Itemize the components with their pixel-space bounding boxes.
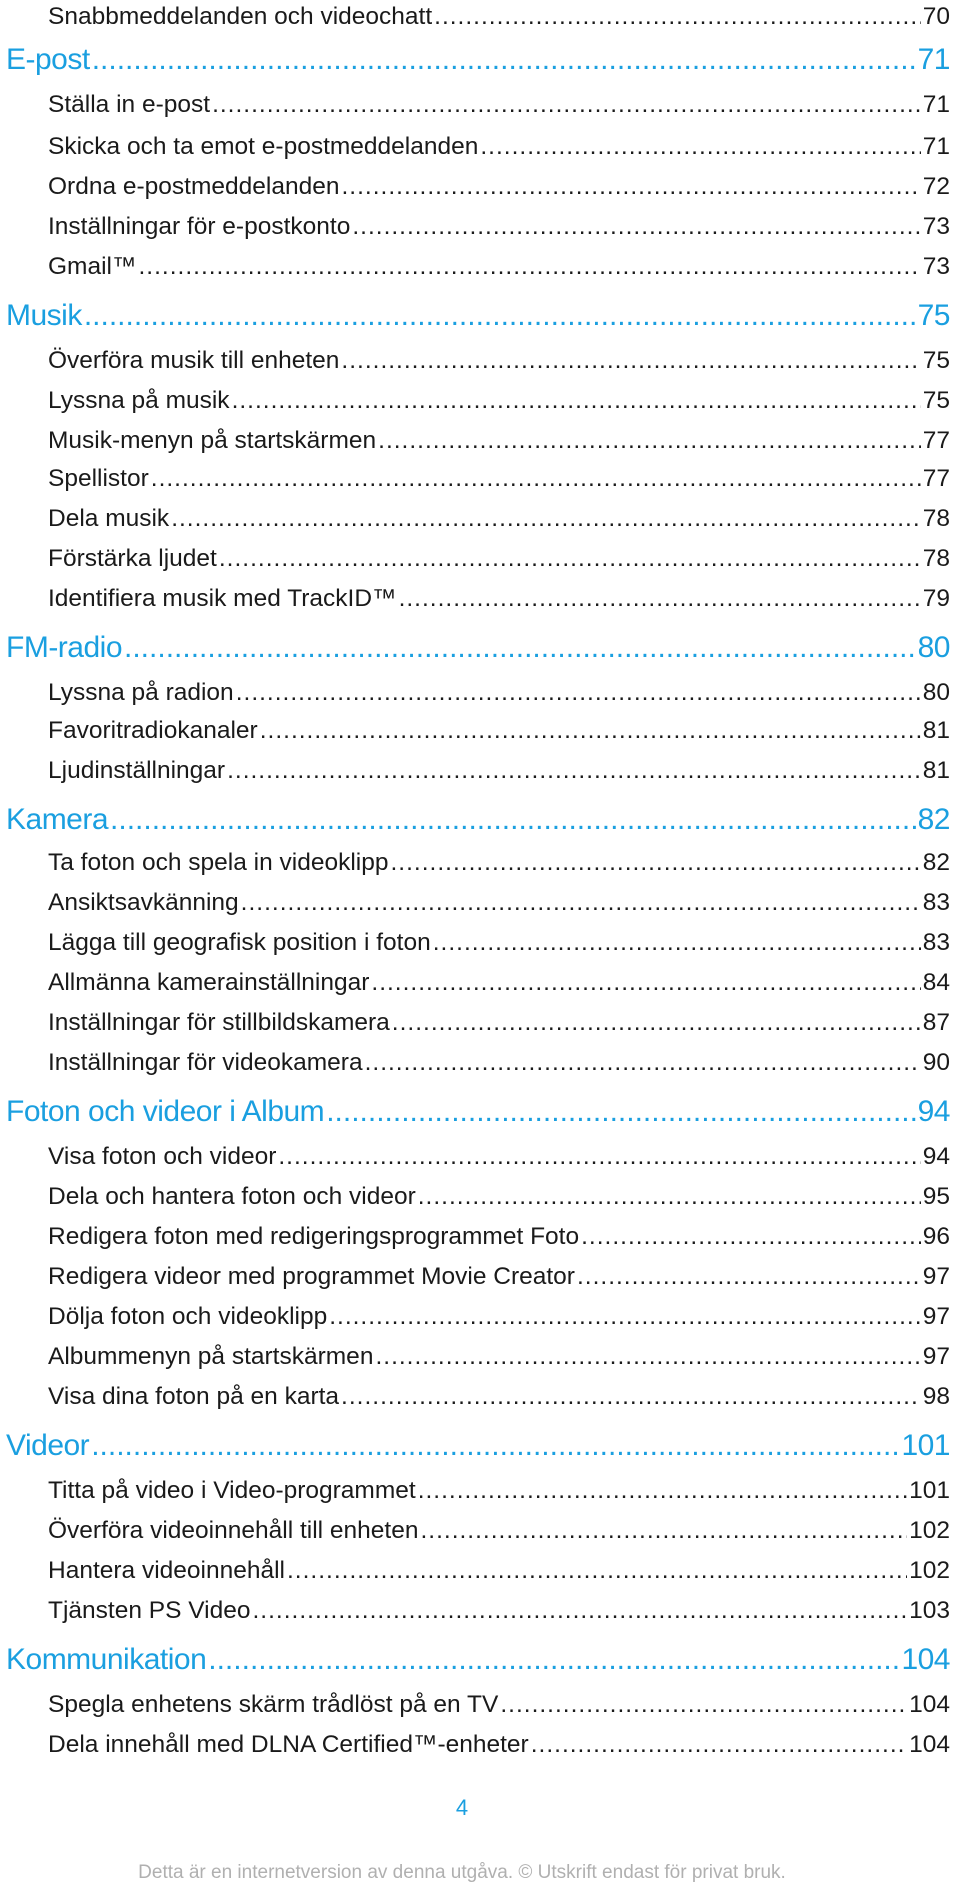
toc-page-number: 101 [901,1429,950,1462]
toc-title: Lyssna på radion [48,679,234,706]
dot-leader [278,1140,920,1174]
toc-entry-link[interactable] [48,88,950,122]
toc-title: Redigera foton med redigeringsprogrammet Foto [48,1223,580,1250]
dot-leader [219,542,921,576]
toc-title: Snabbmeddelanden och videochatt [48,3,433,30]
dot-leader [260,714,921,748]
toc-entry-link[interactable] [48,542,950,576]
toc-title: Titta på video i Video-programmet [48,1477,416,1504]
dot-leader [124,628,916,668]
toc-page-number: 73 [922,253,950,280]
toc-page-number: 103 [909,1597,950,1624]
toc-title: Inställningar för e-postkonto [48,213,351,240]
toc-page-number: 71 [922,91,950,118]
dot-leader [391,846,921,880]
toc-entry-link[interactable] [48,886,950,920]
dot-leader [581,1220,921,1254]
toc-title: Allmänna kamerainställningar [48,969,370,996]
toc-page-number: 97 [922,1303,950,1330]
toc-page-number: 83 [922,929,950,956]
toc-page-number: 79 [922,585,950,612]
toc-title: FM-radio [6,631,123,664]
toc-page-number: 81 [922,757,950,784]
toc-title: Lägga till geografisk position i foton [48,929,431,956]
toc-entry-link[interactable] [48,1728,950,1762]
toc-title: E-post [6,43,90,76]
dot-leader [420,1514,907,1548]
toc-title: Ta foton och spela in videoklipp [48,849,389,876]
toc-page-number: 73 [922,213,950,240]
dot-leader [433,926,921,960]
toc-entry-link[interactable] [48,1474,950,1508]
toc-page-number: 102 [909,1517,950,1544]
toc-chapter-link[interactable] [6,40,950,80]
toc-chapter-link[interactable] [6,628,950,668]
dot-leader [378,424,921,458]
dot-leader [110,800,916,840]
toc-entry-link[interactable] [48,1514,950,1548]
toc-title: Överföra videoinnehåll till enheten [48,1517,419,1544]
toc-entry-link[interactable] [48,1300,950,1334]
toc-page-number: 97 [922,1343,950,1370]
dot-leader [252,1594,907,1628]
dot-leader [341,170,920,204]
toc-chapter-link[interactable] [6,800,950,840]
dot-leader [287,1554,907,1588]
toc-page-number: 98 [922,1383,950,1410]
toc-entry-link[interactable] [48,1340,950,1374]
dot-leader [241,886,921,920]
toc-page-number: 97 [922,1263,950,1290]
toc-entry-link[interactable] [48,1260,950,1294]
toc-title: Ansiktsavkänning [48,889,239,916]
toc-title: Identifiera musik med TrackID™ [48,585,397,612]
toc-entry-link[interactable] [48,1006,950,1040]
toc-page-number: 71 [922,133,950,160]
toc-page-number: 94 [917,1095,950,1128]
toc-entry-link[interactable] [48,1688,950,1722]
dot-leader [171,502,921,536]
dot-leader [329,1300,921,1334]
toc-title: Ljudinställningar [48,757,226,784]
toc-entry-link[interactable] [48,926,950,960]
toc-entry-link[interactable] [48,1554,950,1588]
toc-title: Hantera videoinnehåll [48,1557,285,1584]
toc-page-number: 78 [922,545,950,572]
toc-page-number: 78 [922,505,950,532]
toc-entry-link[interactable] [48,676,950,710]
toc-title: Förstärka ljudet [48,545,217,572]
dot-leader [365,1046,921,1080]
dot-leader [418,1474,907,1508]
toc-chapter-link[interactable] [6,1640,950,1680]
toc-entry-link[interactable] [48,1140,950,1174]
toc-title: Lyssna på musik [48,387,230,414]
toc-entry-link[interactable] [48,502,950,536]
toc-title: Kommunikation [6,1643,207,1676]
dot-leader [500,1688,907,1722]
page-number: 4 [455,1795,469,1820]
toc-chapter-link[interactable] [6,1092,950,1132]
toc-page-number: 80 [917,631,950,664]
toc-page-number: 77 [922,427,950,454]
toc-title: Spellistor [48,465,149,492]
toc-chapter-link[interactable] [6,1426,950,1466]
toc-page-number: 101 [909,1477,950,1504]
toc-entry-link[interactable] [48,462,950,496]
toc-page-number: 75 [922,347,950,374]
dot-leader [434,0,921,34]
toc-page-number: 71 [917,43,950,76]
dot-leader [138,250,920,284]
toc-page-number: 80 [922,679,950,706]
toc-title: Ställa in e-post [48,91,211,118]
toc-chapter-link[interactable] [6,296,950,336]
toc-page-number: 75 [917,299,950,332]
toc-page-number: 104 [901,1643,950,1676]
toc-title: Skicka och ta emot e-postmeddelanden [48,133,479,160]
toc-title: Visa foton och videor [48,1143,277,1170]
dot-leader [236,676,921,710]
dot-leader [392,1006,921,1040]
dot-leader [84,296,916,336]
dot-leader [480,130,920,164]
toc-page-number: 84 [922,969,950,996]
toc-title: Musik-menyn på startskärmen [48,427,377,454]
dot-leader [227,754,921,788]
dot-leader [577,1260,921,1294]
toc-page-number: 83 [922,889,950,916]
toc-page-number: 96 [922,1223,950,1250]
toc-page-number: 104 [909,1731,950,1758]
dot-leader [91,1426,899,1466]
toc-page-number: 70 [922,3,950,30]
toc-title: Redigera videor med programmet Movie Creator [48,1263,575,1290]
toc-entry-link[interactable] [48,210,950,244]
toc-entry-link[interactable] [48,250,950,284]
footer-disclaimer: Detta är en internetversion av denna utgåva. © Utskrift endast för privat bruk. [138,1862,786,1883]
toc-title: Inställningar för stillbildskamera [48,1009,390,1036]
toc-title: Dela innehåll med DLNA Certified™-enheter [48,1731,529,1758]
dot-leader [151,462,921,496]
toc-page-number: 94 [922,1143,950,1170]
toc-page-number: 77 [922,465,950,492]
toc-title: Musik [6,299,82,332]
toc-page-number: 95 [922,1183,950,1210]
dot-leader [212,88,921,122]
toc-entry-link[interactable] [48,344,950,378]
toc-title: Videor [6,1429,90,1462]
toc-page-number: 90 [922,1049,950,1076]
dot-leader [341,1380,921,1414]
toc-entry-link[interactable] [48,1180,950,1214]
toc-page-number: 81 [922,717,950,744]
toc-entry-link[interactable] [48,170,950,204]
toc-entry-link[interactable] [48,424,950,458]
toc-entry-link[interactable] [48,1220,950,1254]
dot-leader [531,1728,907,1762]
toc-page-number: 104 [909,1691,950,1718]
toc-title: Tjänsten PS Video [48,1597,251,1624]
toc-page-number: 82 [922,849,950,876]
toc-page-number: 82 [917,803,950,836]
toc-page-number: 102 [909,1557,950,1584]
dot-leader [208,1640,899,1680]
toc-title: Gmail™ [48,253,137,280]
dot-leader [326,1092,915,1132]
toc-entry-link[interactable] [48,846,950,880]
toc-title: Inställningar för videokamera [48,1049,363,1076]
dot-leader [232,384,921,418]
toc-entry-link[interactable] [48,0,950,34]
toc-title: Albummenyn på startskärmen [48,1343,374,1370]
toc-title: Spegla enhetens skärm trådlöst på en TV [48,1691,499,1718]
toc-entry-link[interactable] [48,754,950,788]
toc-entry-link[interactable] [48,130,950,164]
toc-title: Favoritradiokanaler [48,717,258,744]
dot-leader [341,344,920,378]
toc-title: Dölja foton och videoklipp [48,1303,328,1330]
dot-leader [352,210,920,244]
toc-title: Foton och videor i Album [6,1095,325,1128]
toc-title: Kamera [6,803,109,836]
dot-leader [418,1180,921,1214]
dot-leader [371,966,920,1000]
toc-title: Visa dina foton på en karta [48,1383,340,1410]
toc-entry-link[interactable] [48,966,950,1000]
dot-leader [92,40,916,80]
toc-entry-link[interactable] [48,1380,950,1414]
toc-page-number: 75 [922,387,950,414]
toc-title: Dela och hantera foton och videor [48,1183,416,1210]
toc-entry-link[interactable] [48,714,950,748]
toc-title: Ordna e-postmeddelanden [48,173,340,200]
dot-leader [399,582,921,616]
toc-page-number: 87 [922,1009,950,1036]
toc-title: Överföra musik till enheten [48,347,340,374]
toc-entry-link[interactable] [48,384,950,418]
toc-page-number: 72 [922,173,950,200]
toc-entry-link[interactable] [48,1594,950,1628]
toc-entry-link[interactable] [48,582,950,616]
toc-title: Dela musik [48,505,170,532]
dot-leader [375,1340,920,1374]
toc-entry-link[interactable] [48,1046,950,1080]
